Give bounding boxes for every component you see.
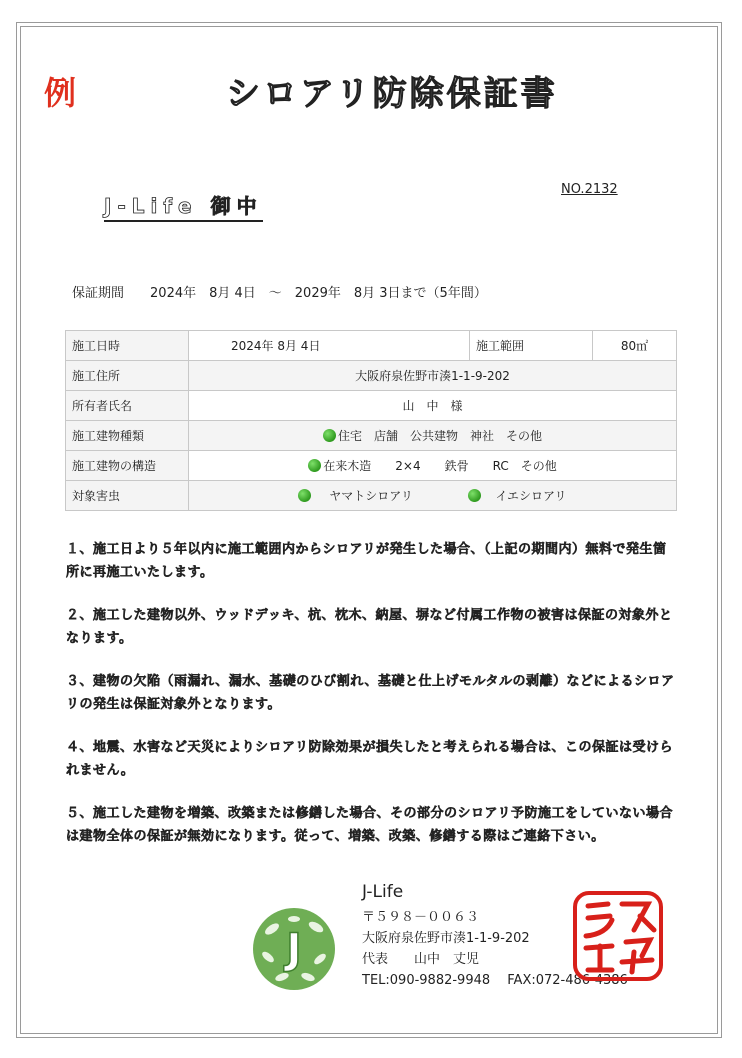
range-value: 80㎡ [593,331,677,361]
construction-info-table [65,330,677,511]
company-postal: 〒５９８－００６３ [362,910,480,925]
table-row [66,361,677,391]
structure-value: 在来木造 2×4 鉄骨 RC その他 [189,451,677,481]
warranty-period-label: 保証期間 [72,286,125,301]
date-label: 施工日時 [66,331,189,361]
address-value: 大阪府泉佐野市湊1-1-9-202 [189,361,677,391]
table-row [66,331,677,361]
term-item: ３、建物の欠陥（雨漏れ、漏水、基礎のひび割れ、基礎と仕上げモルタルの剥離）などによるシロアリの発生は保証対象外となります。 [66,674,675,712]
table-row [66,391,677,421]
document-title: シロアリ防除保証書 [226,74,558,114]
owner-value: 山 中 様 [189,391,677,421]
pest-label: 対象害虫 [66,481,189,511]
term-item: ５、施工した建物を増築、改築または修繕した場合、その部分のシロアリ予防施工をしていない場合は建物全体の保証が無効になります。従って、増築、改築、修繕する際はご連絡下さい。 [66,806,673,844]
structure-label: 施工建物の構造 [66,451,189,481]
term-item: ２、施工した建物以外、ウッドデッキ、杭、枕木、納屋、塀など付属工作物の被害は保証の対象外となります。 [66,608,673,646]
table-row [66,481,677,511]
building-type-value: 住宅 店舗 公共建物 神社 その他 [189,421,677,451]
company-contact: TEL:090-9882-9948 FAX:072-486-4386 [362,973,628,988]
recipient-name: J-Life 御中 [104,190,263,222]
building-type-label: 施工建物種類 [66,421,189,451]
pest-value [189,481,677,511]
company-name: J-Life [362,882,404,902]
warranty-period [72,282,487,301]
date-value: 2024年 8月 4日 [189,331,470,361]
owner-label: 所有者氏名 [66,391,189,421]
term-item: ４、地震、水害など天災によりシロアリ防除効果が損失したと考えられる場合は、この保証は受けられません。 [66,740,673,778]
table-row [66,421,677,451]
selected-marker-icon [298,489,311,502]
address-label: 施工住所 [66,361,189,391]
selected-marker-icon [323,429,336,442]
company-representative: 代表 山中 丈児 [362,952,480,967]
term-item: １、施工日より５年以内に施工範囲内からシロアリが発生した場合、（上記の期間内）無料で発生箇所に再施工いたします。 [66,542,667,580]
terms-list [66,538,676,868]
example-mark: 例 [44,74,77,112]
company-logo-icon [252,907,336,991]
warranty-period-text: 2024年 8月 4日 ～ 2029年 8月 3日まで（5年間） [150,286,487,301]
pest-1: ヤマトシロアリ [329,489,413,503]
range-label: 施工範囲 [470,331,593,361]
company-address: 大阪府泉佐野市湊1-1-9-202 [362,931,530,946]
certificate-number: NO.2132 [561,182,618,197]
table-row [66,451,677,481]
company-seal-stamp [572,890,664,982]
selected-marker-icon [468,489,481,502]
svg-text:J: J [286,924,302,973]
pest-2: イエシロアリ [495,489,567,503]
selected-marker-icon [308,459,321,472]
